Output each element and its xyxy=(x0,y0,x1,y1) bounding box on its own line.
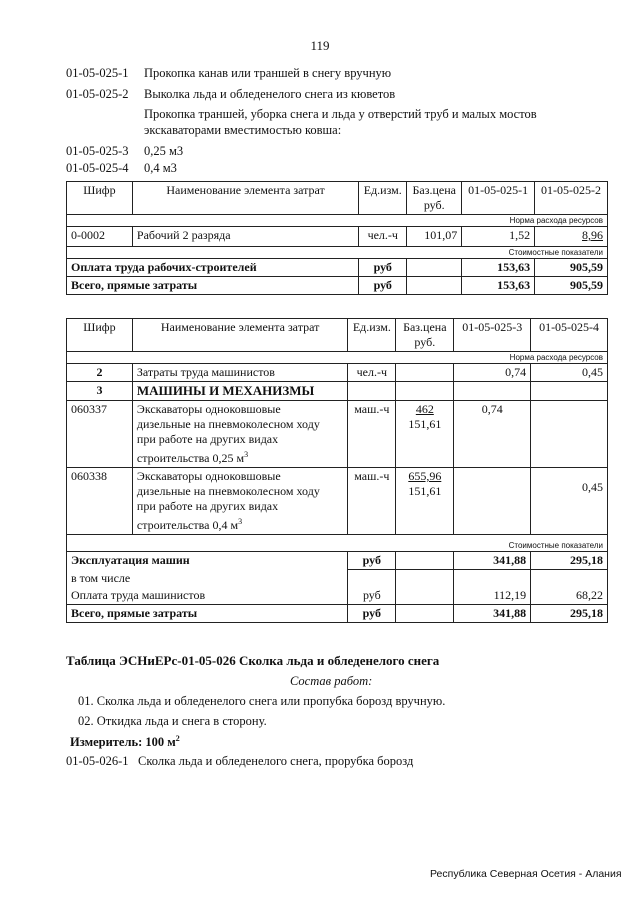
work-item-1: 01. Сколка льда и обледенелого снега или пропубка борозд вручную. xyxy=(78,694,446,708)
table-row: Всего, прямые затраты руб 153,63 905,59 xyxy=(67,277,608,295)
section-row: 3 МАШИНЫ И МЕХАНИЗМЫ xyxy=(67,382,608,401)
work-item-2: 02. Откидка льда и снега в сторону. xyxy=(78,714,267,728)
table2-header xyxy=(67,319,608,352)
cost-label-row: Стоимостные показатели xyxy=(67,535,608,552)
resource-table-2 xyxy=(66,318,608,623)
intro-line-4: экскаваторами вместимостью ковша: xyxy=(144,123,342,137)
th-price: Баз.цена руб. xyxy=(396,319,454,352)
code-line: 01-05-026-1 Сколка льда и обледенелого снега, прорубка борозд xyxy=(66,754,414,768)
resource-table-1 xyxy=(66,181,608,295)
table-row: 0-0002 Рабочий 2 разряда чел.-ч 101,07 1,52 8,96 xyxy=(67,227,608,247)
composition-label: Состав работ: xyxy=(290,674,373,688)
intro-line-1: 01-05-025-1 Прокопка канав или траншей в снегу вручную xyxy=(66,66,392,80)
table-row: 060338 Экскаваторы одноковшовые дизельные на пневмоколесном ходу при работе на других видах строительства 0,4 $м^3$ маш.-ч 655,96 151,61 0,45 xyxy=(67,468,608,535)
norm-label-row: Норма расхода ресурсов xyxy=(67,215,608,227)
th-code: Шифр xyxy=(67,319,133,352)
th-name: Наименование элемента затрат xyxy=(132,182,358,215)
th-col1: 01-05-025-1 xyxy=(462,182,535,215)
intro-line-6: 01-05-025-4 0,4 м3 xyxy=(66,161,177,175)
th-col1: 01-05-025-3 xyxy=(454,319,531,352)
th-col2: 01-05-025-4 xyxy=(531,319,608,352)
table-row: Всего, прямые затраты руб 341,88 295,18 xyxy=(67,604,608,622)
intro-line-5: 01-05-025-3 0,25 м3 xyxy=(66,144,184,158)
table-row: в том числе xyxy=(67,570,608,587)
intro-line-3: Прокопка траншей, уборка снега и льда у отверстий труб и малых мостов xyxy=(144,107,537,121)
th-name: Наименование элемента затрат xyxy=(132,319,347,352)
intro-line-2: 01-05-025-2 Выколка льда и обледенелого снега из кюветов xyxy=(66,87,396,101)
footer-text: Республика Северная Осетия - Алания xyxy=(430,868,622,880)
cost-label-row: Стоимостные показатели xyxy=(67,247,608,259)
table-title: Таблица ЭСНиЕРс-01-05-026 Сколка льда и обледенелого снега xyxy=(66,653,440,668)
table-row: Оплата труда машинистов руб 112,19 68,22 xyxy=(67,587,608,605)
table-row: 060337 Экскаваторы одноковшовые дизельные на пневмоколесном ходу при работе на других видах строительства 0,25 $м^3$ маш.-ч 462 151,61 0,74 xyxy=(67,401,608,468)
table-row: Оплата труда рабочих-строителей руб 153,63 905,59 xyxy=(67,259,608,277)
th-code: Шифр xyxy=(67,182,133,215)
table-row: 2 Затраты труда машинистов чел.-ч 0,74 0,45 xyxy=(67,364,608,382)
th-col2: 01-05-025-2 xyxy=(535,182,608,215)
th-unit: Ед.изм. xyxy=(359,182,407,215)
th-unit: Ед.изм. xyxy=(348,319,396,352)
norm-label-row: Норма расхода ресурсов xyxy=(67,352,608,364)
table-row: Эксплуатация машин руб 341,88 295,18 xyxy=(67,552,608,570)
table1-header xyxy=(67,182,608,215)
th-price: Баз.цена руб. xyxy=(407,182,462,215)
meter-label: Измеритель: 100 $м^2$ xyxy=(70,734,180,750)
page-number: 119 xyxy=(310,38,330,53)
